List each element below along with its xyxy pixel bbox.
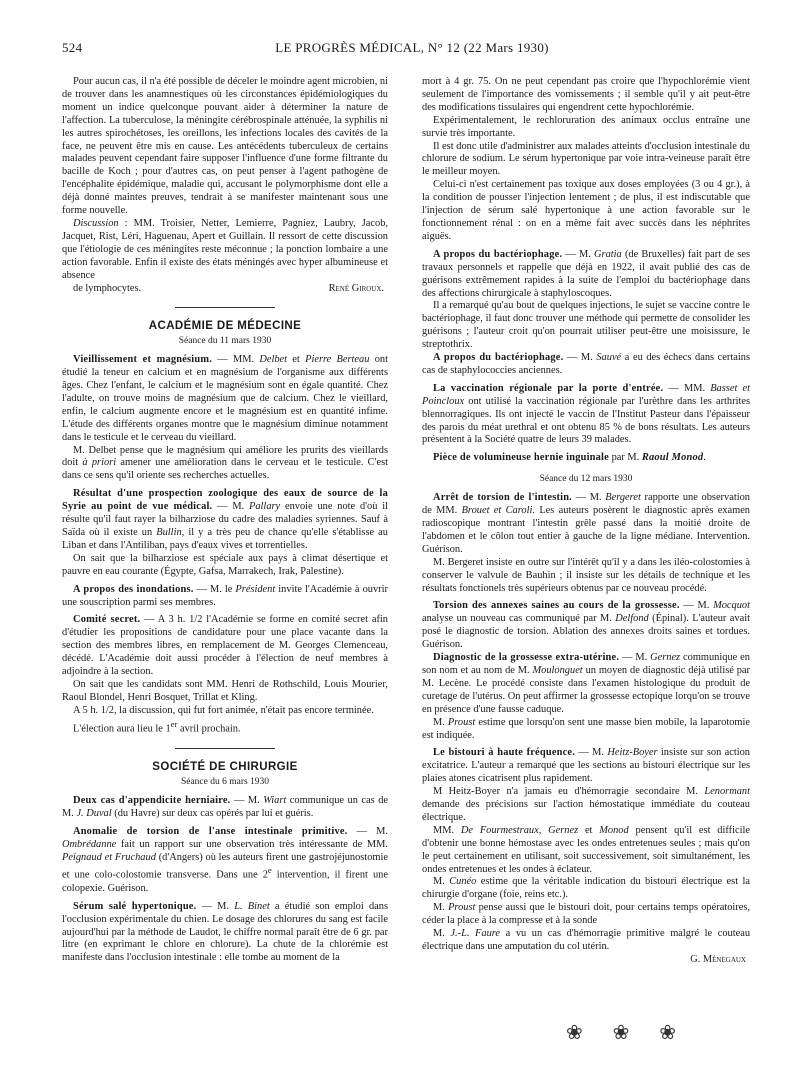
section-title: ACADÉMIE DE MÉDECINE	[148, 320, 302, 333]
article-magnesium: Vieillissement et magnésium. — MM. Delbet et Pierre Berteau ont étudié la teneur en calcium et en magnésium de l'organisme aux différents âges. Chez l'enfant, le calcium et le magnésium sont en égale quantité. Chez l'adulte, on trouve moins de magnésium que de calcium. Chez le vieillard, enfin, le calcium augmente encore et le magnésium est en quantité infime. L'étude des différents organes montre que le magnésium diminue notamment dans le testicule et le cerveau du vieillard.	[62, 354, 388, 443]
paragraph: M Heitz-Boyer n'a jamais eu d'hémorragie secondaire M. Lenormant demande des précisions sur l'action hémostatique immédiate du couteau électrique.	[422, 786, 750, 823]
author-signature: G. Ménegaux	[690, 953, 746, 965]
floral-ornament-icon: ❀	[612, 1022, 630, 1044]
paragraph: M. Proust estime que lorsqu'on sent une masse bien mobile, la laparotomie est indiquée.	[422, 716, 750, 741]
article-serum-sale: Sérum salé hypertonique. — M. L. Binet a étudié son emploi dans l'occlusion expérimentale du chien. Le dosage des chlorures du sang est facile aujourd'hui par la méthode de Laudot, le chiffre normal paraît être de 6 gr. par litre (en exprimant le chlore en chlorure). La chute de la chlorémie est manifeste dans l'occlusion intestinale : elle tombe au moment de la	[62, 900, 388, 964]
article-bacteriophage-sauve: A propos du bactériophage. — M. Sauvé a eu des échecs dans certains cas de staphylococcies anciennes.	[422, 352, 750, 376]
paragraph: M. Proust pense aussi que le bistouri doit, pour certains temps opératoires, céder la place à la compresse et à la sonde	[422, 902, 750, 927]
section-title: SOCIÉTÉ DE CHIRURGIE	[152, 761, 298, 774]
signature-line: de lymphocytes. René Giroux.	[62, 283, 388, 296]
article-inondations: A propos des inondations. — M. le Président invite l'Académie à ouvrir une souscription parmi ses membres.	[62, 583, 388, 608]
paragraph: Il est donc utile d'administrer aux malades atteints d'occlusion intestinale du chlorure de sodium. Le sérum hypertonique par voie intra-veineuse paraît être le meilleur moyen.	[422, 140, 750, 178]
session-date: Séance du 12 mars 1930	[539, 474, 633, 485]
article-vaccination: La vaccination régionale par la porte d'entrée. — MM. Basset et Poincloux ont utilisé la vaccination régionale par l'urèthre dans les arthrites blennorragiques. Ils ont injecté le vaccin de l'Institut Pasteur dans l'épaisseur des parois du méat urethral et ont obtenu 85 % de bons résultats. Les auteurs présentent à la Société quatre de leurs 39 malades.	[422, 382, 750, 446]
paragraph: M. Cunéo estime que la véritable indication du bistouri électrique est la chirurgie d'organe (foie, reins etc.).	[422, 876, 750, 901]
article-comite-secret: Comité secret. — A 3 h. 1/2 l'Académie se forme en comité secret afin d'étudier les propositions de candidature pour une place vacante dans la section des membres libres, en remplacement de M. Georges Clemenceau, décédé. L'Académie doit aussi procéder à l'élection de neuf membres à adjoindre à la section.	[62, 614, 388, 678]
page-number: 524	[62, 40, 83, 55]
left-column	[62, 76, 388, 965]
paragraph: MM. De Fourmestraux, Gernez et Monod pensent qu'il est difficile d'obtenir une bonne hémostase avec les ondes entretenues seules ; mais qu'on le peut certainement en utilisant, soit successivement, soit simultanément, les ondes entretenues et les ondes à éclateur.	[422, 824, 750, 875]
discussion-paragraph: Discussion : MM. Troisier, Netter, Lemierre, Pagniez, Laubry, Jacob, Jacquet, Rist, Léri, Haguenau, Apert et Guillain. Il ressort de cette discussion que l'étiologie de ces méningites reste méconnue ; la ponction lombaire a une action favorable. Enfin il existe des états méningés avec hyper albumineuse et absence	[62, 217, 388, 281]
paragraph: A 5 h. 1/2, la discussion, qui fut fort animée, n'était pas encore terminée.	[73, 704, 374, 716]
session-date: Séance du 11 mars 1930	[178, 336, 272, 347]
paragraph: On sait que la bilharziose est spéciale aux pays à climat désertique et pauvre en eau courante (Égypte, Gafsa, Marrakech, Irak, Palestine).	[62, 552, 388, 577]
article-appendicite: Deux cas d'appendicite herniaire. — M. Wiart communique un cas de M. J. Duval (du Havre) sur deux cas opérés par lui et guéris.	[62, 794, 388, 819]
paragraph: Expérimentalement, le rechloruration des animaux occlus entraîne une survie très importante.	[422, 114, 750, 139]
author-signature: René Giroux.	[328, 282, 384, 294]
page-header	[62, 40, 762, 60]
article-hernie: Pièce de volumineuse hernie inguinale par M. Raoul Monod.	[433, 452, 706, 464]
article-bacteriophage-gratia: A propos du bactériophage. — M. Gratia (de Bruxelles) fait part de ses travaux personnels et rappelle que déjà en 1922, il avait publié des cas de guérisons extrêmement rapides à la suite de l'emploi du bactériophage dans des affections chirurgicale à staphyloscoques.	[422, 248, 750, 299]
floral-ornament-icon: ❀	[659, 1022, 676, 1044]
article-bistouri: Le bistouri à haute fréquence. — M. Heitz-Boyer insiste sur son action excitatrice. L'auteur a remarqué que les sections au bistouri électrique sur les plaies atones cicatrisent plus rapidement.	[422, 747, 750, 785]
section-divider	[175, 748, 275, 749]
right-column	[422, 76, 750, 967]
ornament-row	[566, 1020, 676, 1045]
paragraph: M. J.-L. Faure a vu un cas d'hémorragie primitive malgré le couteau électrique dans une amputation du col utérin.	[422, 928, 751, 952]
article-syrie: Résultat d'une prospection zoologique des eaux de source de la Syrie au point de vue médical. — M. Pallary envoie une note d'où il résulte qu'il faut rayer la bilharziose du cadre des maladies syriennes. Sauf à Saïda où il existe un Bullin, il y a très peu de chance qu'elle s'établisse au Liban et dans l'Antiliban, pays d'eaux vives et torrentielles.	[62, 488, 388, 551]
paragraph: Il a remarqué qu'au bout de quelques injections, le sujet se vaccine contre le bactériophage, il faut donc trouver une méthode qui permette de consolider les guérisons ; l'auteur croit qu'on pourrait utiliser peut-être une moisissure, le streptothrix.	[422, 300, 750, 351]
paragraph: Pour aucun cas, il n'a été possible de déceler le moindre agent microbien, ni de trouver dans les anamnestiques où les circonstances épidémiologiques du moment un indice quelconque pouvant aider à déterminer la nature de l'affection. La tuberculose, la méningite cérébrospinale atténuée, la syphilis ni les autres spirochétoses, les oreillons, les infections locales des cavités de la face, ne peuvent être mis en cause. Les antécédents tuberculeux de certains malades peuvent cependant faire supposer l'influence d'une forme filtrante du bacille de Koch ; pour d'autres cas, on peut penser à l'agent pathogène de l'encéphalite épidémique, maladie qui, accusant le polymorphisme dont elle a déjà donné maintes preuves, tendrait à se manifester maintenant sous une forme nouvelle.	[62, 76, 388, 217]
article-anomalie-torsion: Anomalie de torsion de l'anse intestinale primitive. — M. Ombrédanne fait un rapport sur une observation très intéressante de MM. Peignaud et Fruchaud (d'Angers) où les auteurs firent une gastrojéjunostomie et une colo-colostomie transverse. Dans une 2e intervention, il firent une colopexie. Guérison.	[62, 825, 388, 894]
paragraph: M. Delbet pense que le magnésium qui améliore les prurits des vieillards doit à priori amener une amélioration dans le cerveau et le testicule. C'est dans ce sens qu'il oriente ses recherches actuelles.	[62, 444, 389, 482]
paragraph: M. Bergeret insiste en outre sur l'intérêt qu'il y a dans les iléo-colostomies à conserver le valvule de Bauhin ; il insiste sur les détails de technique et les résultats fonctionels très supérieurs obtenus par ce nouveau procédé.	[422, 556, 750, 594]
session-date: Séance du 6 mars 1930	[180, 776, 270, 787]
discussion-label: Discussion	[73, 217, 119, 229]
paragraph: mort à 4 gr. 75. On ne peut cependant pas croire que l'hypochlorémie vient seulement de l'importance des vomissements ; il semble qu'il y ait peut-être des modifications tissulaires qui engendrent cette hypochlorémie.	[422, 76, 750, 113]
paragraph: L'élection aura lieu le 1er avril prochain.	[73, 718, 241, 735]
article-grossesse-extra-uterine: Diagnostic de la grossesse extra-utérine. — M. Gernez communique en son nom et au nom de M. Moulonguet un moyen de diagnostic déjà utilisé par M. Lecène. Le procédé consiste dans l'examen histologique du produit de curetage de l'utérus. On peut affirmer la grossesse ectopique lorqu'on se trouve en présence d'une fausse caduque.	[422, 652, 751, 715]
article-torsion-annexes: Torsion des annexes saines au cours de la grossesse. — M. Mocquot analyse un nouveau cas communiqué par M. Delfond (Épinal). L'auteur avait posé le diagnostic de torsion. Ablation des annexes droits saines et tordues. Guérison.	[422, 600, 750, 651]
paragraph: On sait que les candidats sont MM. Henri de Rothschild, Louis Mourier, Raoul Blondel, Henri Bosquet, Trillat et Kling.	[62, 678, 388, 703]
section-divider	[175, 307, 275, 308]
paragraph: Celui-ci n'est certainement pas toxique aux doses employées (3 ou 4 gr.), à la condition de pousser l'injection lentement ; de plus, il est indiscutable que l'injection de sérum salé hypertonique à une action favorable sur le fonctionnement rénal : on en a même fait avec succès dans les néphrites aiguës.	[422, 179, 750, 242]
article-arret-torsion: Arrêt de torsion de l'intestin. — M. Bergeret rapporte une observation de MM. Brouet et Caroli. Les auteurs posèrent le diagnostic après examen radioscopique montrant l'intestin grêle passé dans la moitié droite de l'abdomen et le côlon tout entier à gauche de la ligne médiane. Intervention. Guérison.	[422, 492, 750, 555]
running-title: LE PROGRÈS MÉDICAL, N° 12 (22 Mars 1930)	[275, 40, 549, 55]
floral-ornament-icon: ❀	[566, 1022, 583, 1044]
